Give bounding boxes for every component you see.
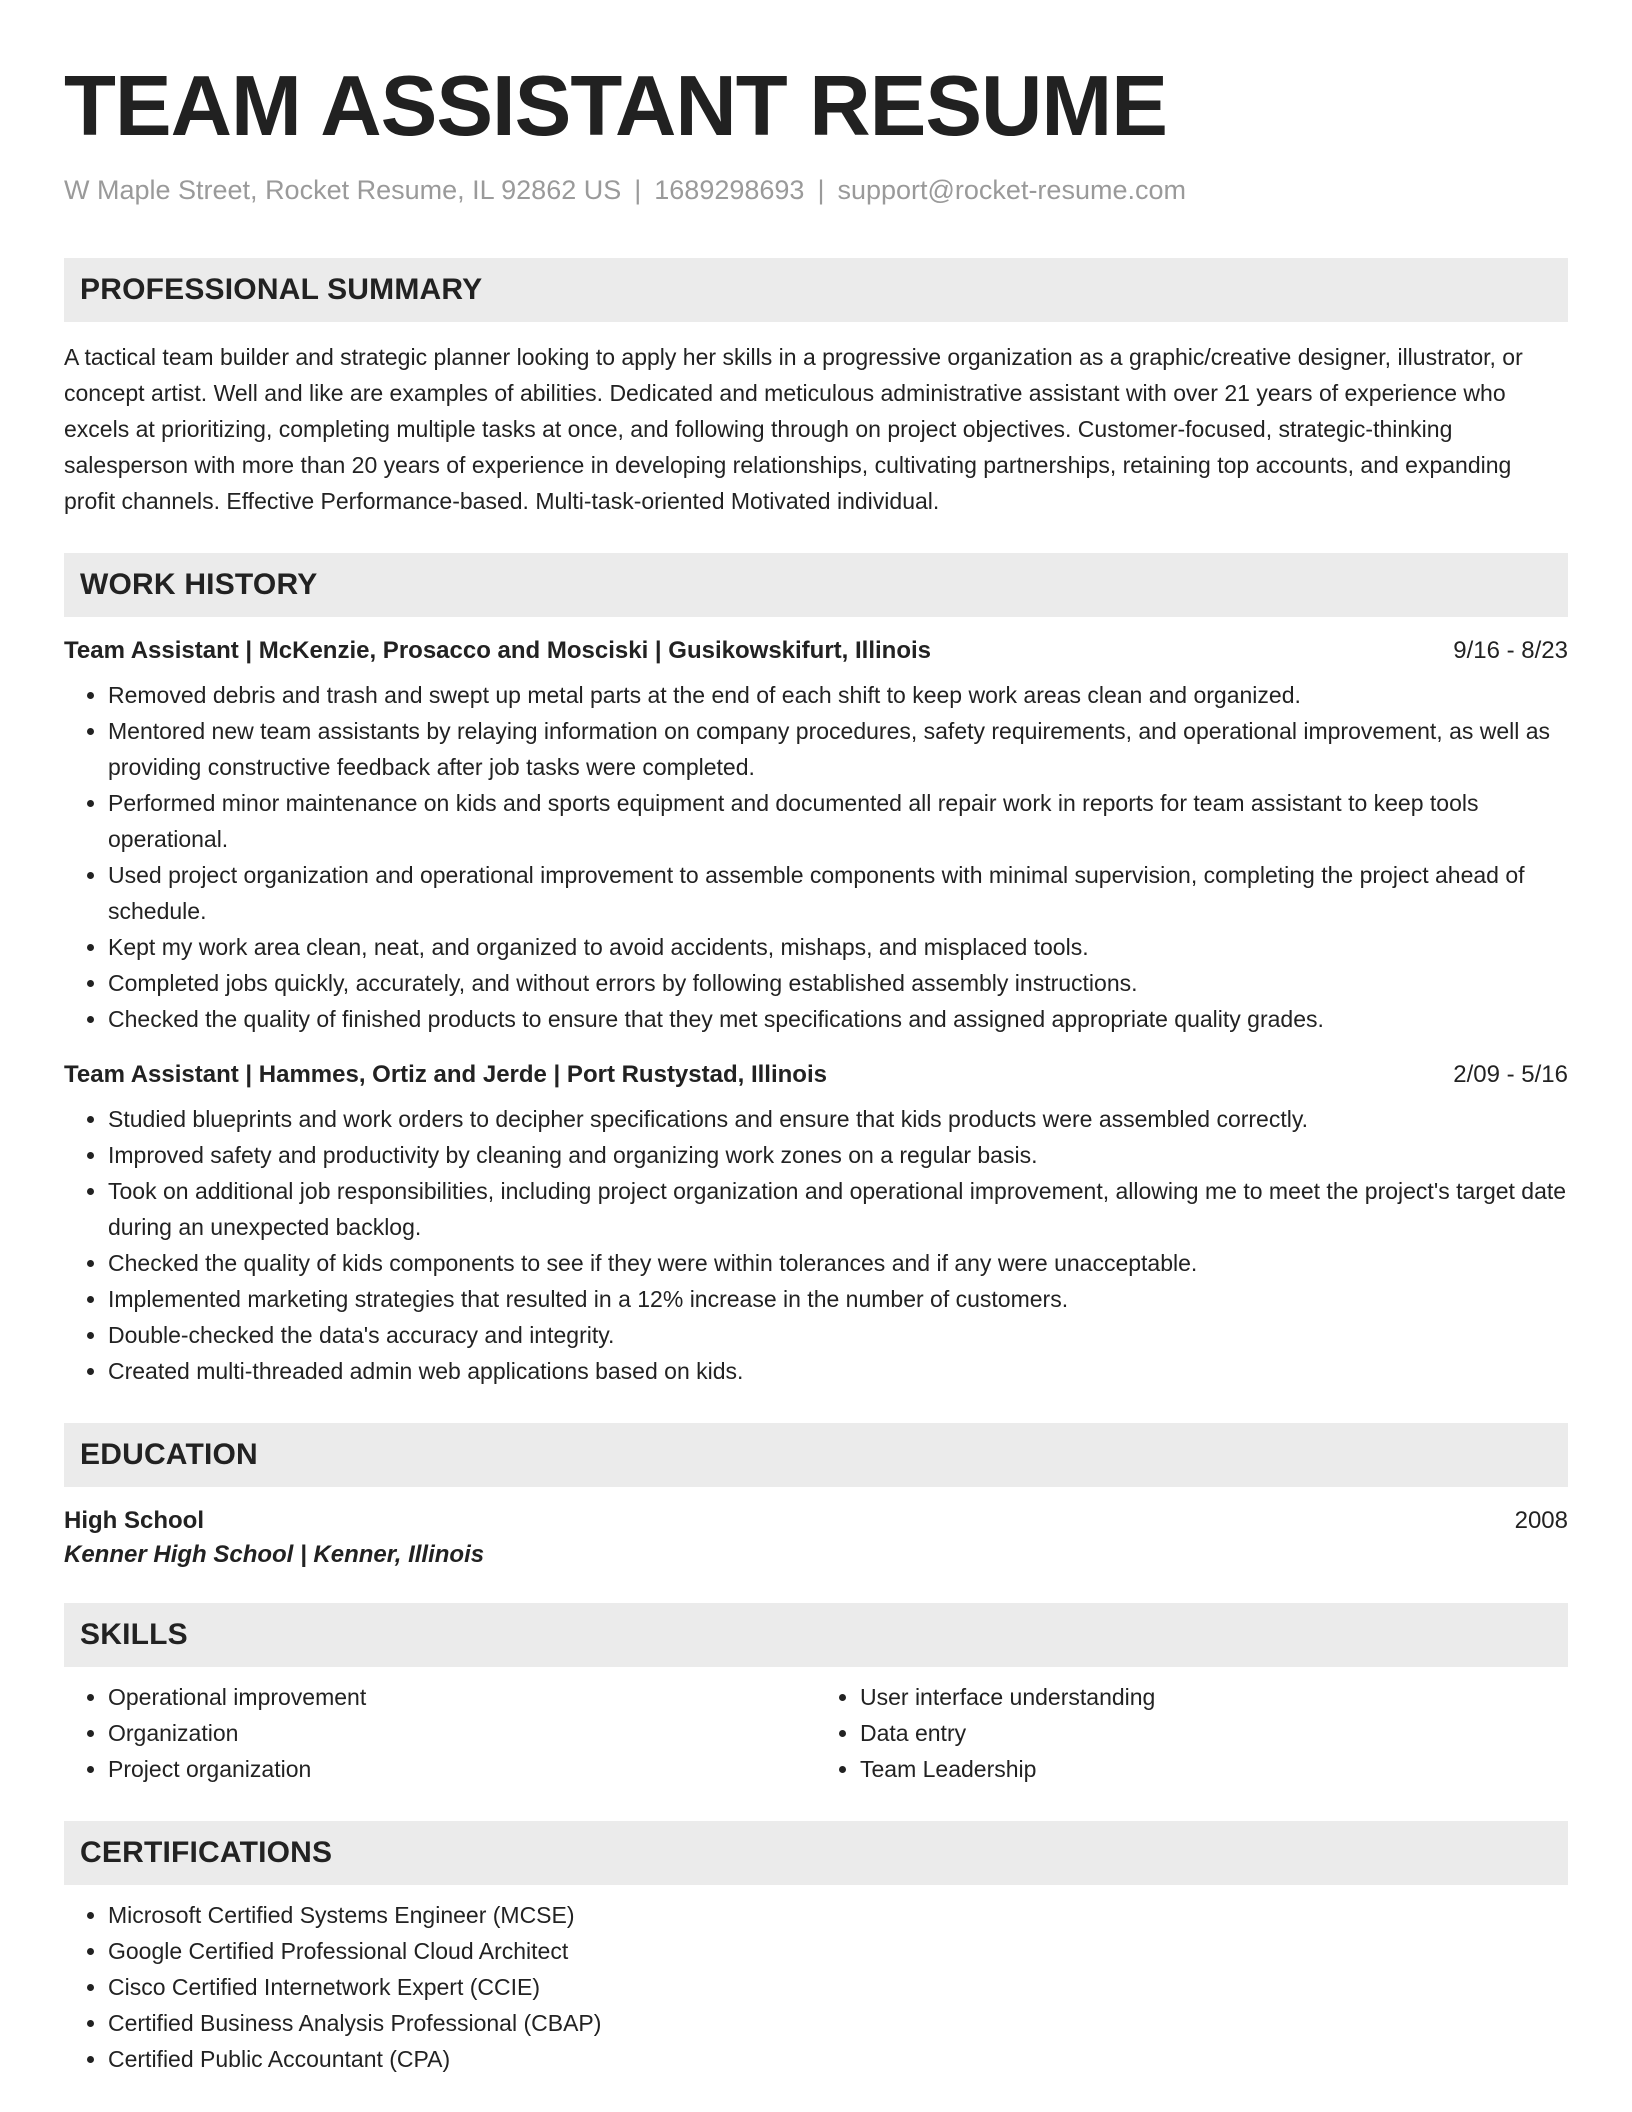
skills-section-header [64, 1603, 1568, 1667]
skill-item: • User interface understanding [860, 1679, 1568, 1715]
job-header [64, 637, 1568, 665]
certification-item: • Certified Business Analysis Professional (CBAP) [108, 2005, 1568, 2041]
certification-item: • Certified Public Accountant (CPA) [108, 2041, 1568, 2077]
job-dates: 9/16 - 8/23 [1453, 637, 1568, 664]
education-header [64, 1507, 1568, 1535]
job-bullet: • Checked the quality of finished products to ensure that they met specifications and assigned appropriate quality grades. [108, 1001, 1568, 1037]
resume-title: TEAM ASSISTANT RESUME [64, 59, 1167, 154]
skill-item: • Data entry [860, 1715, 1568, 1751]
job-title: Team Assistant | Hammes, Ortiz and Jerde | Port Rustystad, Illinois [64, 1061, 827, 1088]
skill-item: • Organization [108, 1715, 816, 1751]
skills-column-left [64, 1679, 816, 1787]
job-bullet: • Created multi-threaded admin web applications based on kids. [108, 1353, 1568, 1389]
skill-item: • Operational improvement [108, 1679, 816, 1715]
contact-email: support@rocket-resume.com [837, 175, 1186, 205]
job-entry [64, 1061, 1568, 1389]
job-bullet: • Performed minor maintenance on kids and sports equipment and documented all repair work in reports for team assistant to keep tools operational. [108, 785, 1568, 857]
education-degree: High School [64, 1507, 204, 1534]
work-heading: WORK HISTORY [80, 568, 318, 601]
certification-item: • Microsoft Certified Systems Engineer (MCSE) [108, 1897, 1568, 1933]
certification-item: • Cisco Certified Internetwork Expert (CCIE) [108, 1969, 1568, 2005]
contact-separator: | [817, 175, 825, 205]
contact-separator: | [634, 175, 642, 205]
education-school: Kenner High School | Kenner, Illinois [64, 1541, 485, 1568]
skills-column-right [816, 1679, 1568, 1787]
job-bullet: • Double-checked the data's accuracy and integrity. [108, 1317, 1568, 1353]
contact-line [64, 175, 1568, 206]
contact-address: W Maple Street, Rocket Resume, IL 92862 US [64, 175, 622, 205]
certifications-section-header [64, 1821, 1568, 1885]
summary-section-header [64, 258, 1568, 322]
job-title: Team Assistant | McKenzie, Prosacco and Mosciski | Gusikowskifurt, Illinois [64, 637, 932, 664]
job-bullet: • Improved safety and productivity by cleaning and organizing work zones on a regular basis. [108, 1137, 1568, 1173]
education-section-header [64, 1423, 1568, 1487]
skill-item: • Project organization [108, 1751, 816, 1787]
job-bullet: • Implemented marketing strategies that resulted in a 12% increase in the number of customers. [108, 1281, 1568, 1317]
job-bullet: • Completed jobs quickly, accurately, and without errors by following established assembly instructions. [108, 965, 1568, 1001]
education-heading: EDUCATION [80, 1438, 258, 1471]
job-bullets [64, 677, 1568, 1037]
job-dates: 2/09 - 5/16 [1453, 1061, 1568, 1088]
skills-list [64, 1667, 1568, 1787]
job-bullet: • Checked the quality of kids components to see if they were within tolerances and if any were unacceptable. [108, 1245, 1568, 1281]
job-header [64, 1061, 1568, 1089]
education-year: 2008 [1514, 1507, 1568, 1534]
work-section-header [64, 553, 1568, 617]
summary-heading: PROFESSIONAL SUMMARY [80, 273, 483, 306]
job-bullet: • Mentored new team assistants by relaying information on company procedures, safety requirements, and operational improvement, as well as providing constructive feedback after job tasks were completed. [108, 713, 1568, 785]
contact-phone: 1689298693 [654, 175, 805, 205]
summary-text: A tactical team builder and strategic planner looking to apply her skills in a progressive organization as a graphic/creative designer, illustrator, or concept artist. Well and like are examples of abilities. Dedicated and meticulous administrative assistant with over 21 years of experience who excels at prioritizing, completing multiple tasks at once, and following through on project objectives. Customer-focused, strategic-thinking salesperson with more than 20 years of experience in developing relationships, cultivating partnerships, retaining top accounts, and expanding profit channels. Effective Performance-based. Multi-task-oriented Motivated individual. [64, 344, 1523, 514]
skills-heading: SKILLS [80, 1618, 188, 1651]
certifications-heading: CERTIFICATIONS [80, 1836, 333, 1869]
certifications-list [64, 1897, 1568, 2077]
skill-item: • Team Leadership [860, 1751, 1568, 1787]
job-bullet: • Used project organization and operational improvement to assemble components with minimal supervision, completing the project ahead of schedule. [108, 857, 1568, 929]
job-bullet: • Removed debris and trash and swept up metal parts at the end of each shift to keep work areas clean and organized. [108, 677, 1568, 713]
job-bullet: • Studied blueprints and work orders to decipher specifications and ensure that kids products were assembled correctly. [108, 1101, 1568, 1137]
job-bullets [64, 1101, 1568, 1389]
job-entry [64, 637, 1568, 1037]
job-bullet: • Took on additional job responsibilities, including project organization and operational improvement, allowing me to meet the project's target date during an unexpected backlog. [108, 1173, 1568, 1245]
certification-item: • Google Certified Professional Cloud Architect [108, 1933, 1568, 1969]
job-bullet: • Kept my work area clean, neat, and organized to avoid accidents, mishaps, and misplaced tools. [108, 929, 1568, 965]
